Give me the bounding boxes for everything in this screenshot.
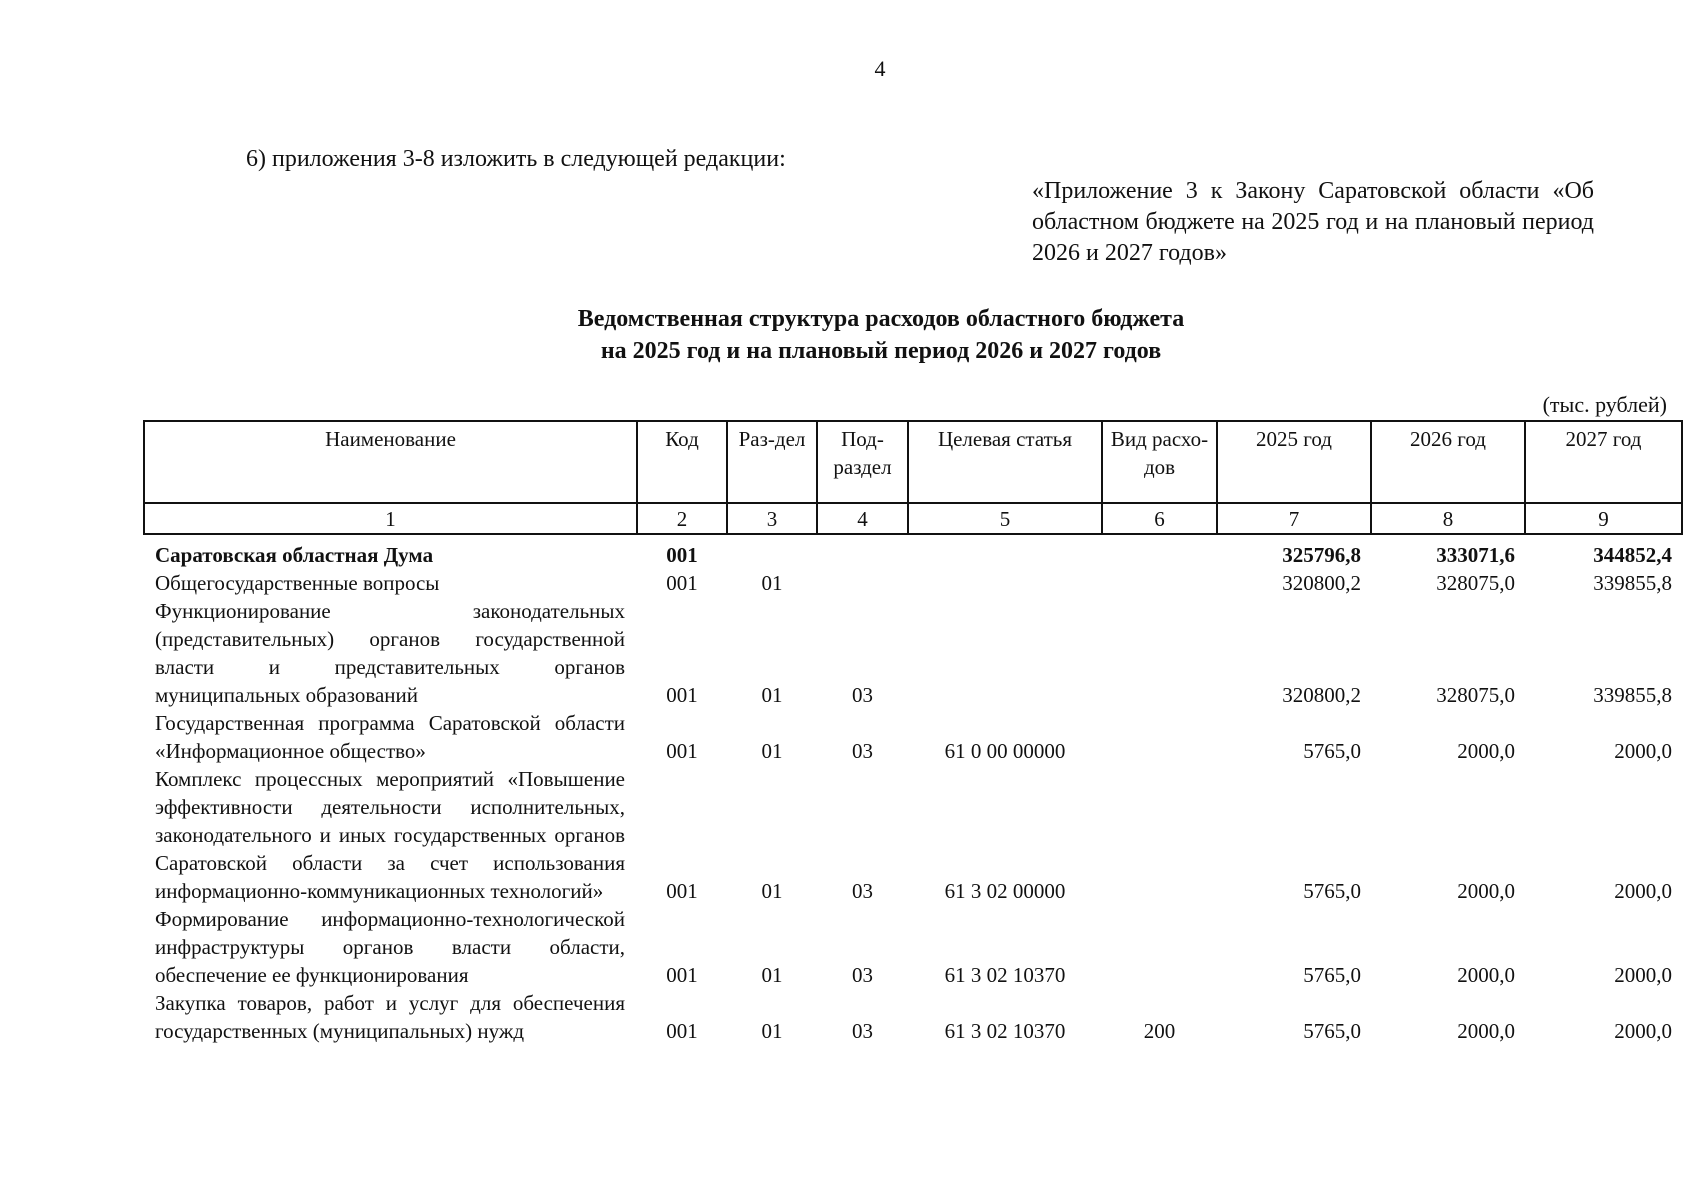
row-code: 001 <box>666 879 698 903</box>
row-2027: 339855,8 <box>1593 683 1672 707</box>
row-subsection: 03 <box>852 963 873 987</box>
table-title <box>0 303 1697 367</box>
row-2026: 2000,0 <box>1457 739 1515 763</box>
row-2027: 2000,0 <box>1614 963 1672 987</box>
row-code: 001 <box>666 739 698 763</box>
row-type <box>1102 569 1217 597</box>
header-cell: 2025 год <box>1217 421 1371 503</box>
row-section: 01 <box>761 683 783 707</box>
row-target: 61 3 02 10370 <box>944 963 1066 987</box>
row-name: Формирование информационно-технологической инфраструктуры органов власти области, обеспечение ее функционирования <box>155 907 625 987</box>
row-code: 001 <box>666 1019 698 1043</box>
row-2027: 344852,4 <box>1593 543 1672 567</box>
row-2026: 333071,6 <box>1436 543 1515 567</box>
column-number: 3 <box>727 503 817 534</box>
row-2026: 2000,0 <box>1457 879 1515 903</box>
table-row <box>144 597 1682 709</box>
row-section <box>727 534 817 569</box>
header-cell: Целевая статья <box>908 421 1102 503</box>
row-2027: 2000,0 <box>1614 879 1672 903</box>
column-number: 4 <box>817 503 908 534</box>
column-number: 2 <box>637 503 727 534</box>
row-2025: 325796,8 <box>1282 543 1361 567</box>
column-number: 6 <box>1102 503 1217 534</box>
table-row <box>144 569 1682 597</box>
row-name: Закупка товаров, работ и услуг для обеспечения государственных (муниципальных) нужд <box>155 991 625 1043</box>
page-number: 4 <box>874 56 886 81</box>
table-row <box>144 709 1682 765</box>
row-2026: 328075,0 <box>1436 683 1515 707</box>
row-type <box>1102 597 1217 709</box>
row-type <box>1102 709 1217 765</box>
row-name: Саратовская областная Дума <box>155 543 434 567</box>
row-2026: 328075,0 <box>1436 571 1515 595</box>
appendix-reference: «Приложение 3 к Закону Саратовской области «Об областном бюджете на 2025 год и на плановый период 2026 и 2027 годов» <box>1032 178 1594 266</box>
row-section: 01 <box>761 739 783 763</box>
table-row <box>144 765 1682 905</box>
row-code: 001 <box>666 963 698 987</box>
header-cell: 2027 год <box>1525 421 1682 503</box>
header-cell: 2026 год <box>1371 421 1525 503</box>
row-type <box>1102 765 1217 905</box>
row-2025: 5765,0 <box>1303 963 1361 987</box>
column-number: 5 <box>908 503 1102 534</box>
column-number: 1 <box>144 503 637 534</box>
row-subsection <box>817 534 908 569</box>
table-row <box>144 989 1682 1045</box>
row-2025: 320800,2 <box>1282 571 1361 595</box>
title-line-1: Ведомственная структура расходов областного бюджета <box>577 306 1185 332</box>
table-row <box>144 905 1682 989</box>
header-cell: Наименование <box>144 421 637 503</box>
row-section: 01 <box>761 571 783 595</box>
row-type <box>1102 534 1217 569</box>
row-subsection: 03 <box>852 739 873 763</box>
header-cell: Код <box>637 421 727 503</box>
intro-paragraph: 6) приложения 3-8 изложить в следующей редакции: <box>246 146 786 172</box>
row-section: 01 <box>761 963 783 987</box>
table-row <box>144 534 1682 569</box>
row-target <box>908 534 1102 569</box>
title-line-2: на 2025 год и на плановый период 2026 и 2027 годов <box>600 338 1162 364</box>
row-2027: 339855,8 <box>1593 571 1672 595</box>
row-2026: 2000,0 <box>1457 1019 1515 1043</box>
column-number: 8 <box>1371 503 1525 534</box>
row-2027: 2000,0 <box>1614 739 1672 763</box>
row-code: 001 <box>666 543 698 567</box>
header-cell: Раз-дел <box>727 421 817 503</box>
row-subsection: 03 <box>852 879 873 903</box>
row-name: Комплекс процессных мероприятий «Повышение эффективности деятельности исполнительных, законодательного и иных государственных органов Саратовской области за счет использования информационно-коммуникационных технологий» <box>155 767 625 903</box>
row-name: Государственная программа Саратовской области «Информационное общество» <box>155 711 625 763</box>
row-subsection <box>817 569 908 597</box>
row-2026: 2000,0 <box>1457 963 1515 987</box>
row-target: 61 0 00 00000 <box>944 739 1066 763</box>
row-name: Функционирование законодательных (представительных) органов государственной власти и представительных органов муниципальных образований <box>155 599 625 707</box>
row-2027: 2000,0 <box>1614 1019 1672 1043</box>
column-number: 7 <box>1217 503 1371 534</box>
row-subsection: 03 <box>852 683 873 707</box>
header-cell: Вид расхо-дов <box>1102 421 1217 503</box>
unit-label: (тыс. рублей) <box>1542 392 1667 417</box>
row-target: 61 3 02 00000 <box>944 879 1066 903</box>
row-code: 001 <box>666 683 698 707</box>
header-cell: Под-раздел <box>817 421 908 503</box>
row-target <box>908 597 1102 709</box>
row-type: 200 <box>1143 1019 1176 1043</box>
row-2025: 5765,0 <box>1303 739 1361 763</box>
header-row <box>144 421 1682 503</box>
row-code: 001 <box>666 571 698 595</box>
row-section: 01 <box>761 879 783 903</box>
column-number-row <box>144 503 1682 534</box>
row-2025: 5765,0 <box>1303 879 1361 903</box>
row-subsection: 03 <box>852 1019 873 1043</box>
column-number: 9 <box>1525 503 1682 534</box>
row-2025: 5765,0 <box>1303 1019 1361 1043</box>
budget-table <box>143 420 1683 1045</box>
row-target: 61 3 02 10370 <box>944 1019 1066 1043</box>
row-target <box>908 569 1102 597</box>
row-2025: 320800,2 <box>1282 683 1361 707</box>
row-section: 01 <box>761 1019 783 1043</box>
row-type <box>1102 905 1217 989</box>
row-name: Общегосударственные вопросы <box>155 571 440 595</box>
